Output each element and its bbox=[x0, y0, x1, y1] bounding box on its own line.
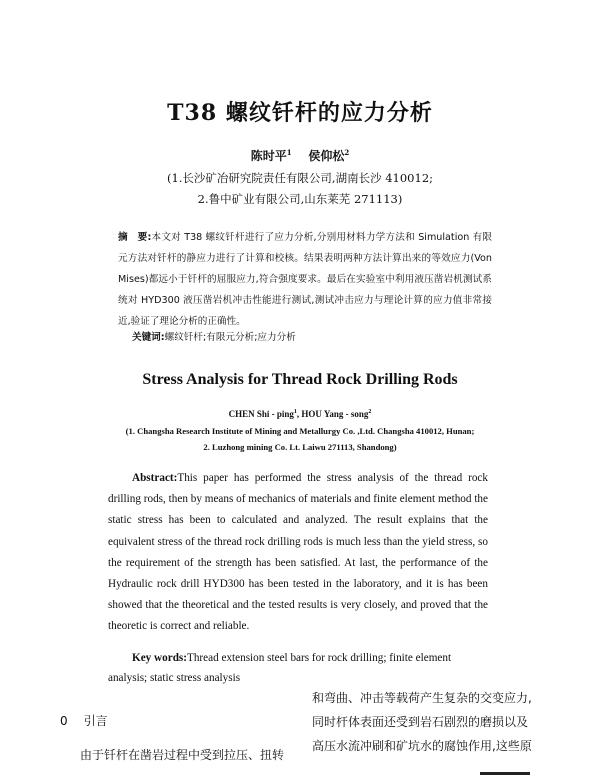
english-author-1: CHEN Shi - ping bbox=[228, 409, 294, 419]
body-left-column-line: 由于钎杆在凿岩过程中受到拉压、扭转 bbox=[80, 748, 285, 762]
english-abstract-label: Abstract: bbox=[132, 472, 178, 484]
section-title: 引言 bbox=[83, 714, 108, 728]
english-keywords-label: Key words: bbox=[132, 652, 187, 664]
author-2-superscript: 2 bbox=[344, 148, 350, 157]
chinese-abstract-label: 摘 要: bbox=[118, 232, 152, 243]
chinese-keywords bbox=[132, 329, 296, 343]
english-keywords bbox=[108, 648, 488, 688]
author-1-superscript: 1 bbox=[286, 148, 292, 157]
section-number: 0 bbox=[60, 714, 68, 728]
chinese-affiliation-1: (1.长沙矿冶研究院责任有限公司,湖南长沙 410012; bbox=[166, 171, 434, 185]
english-authors bbox=[0, 409, 600, 419]
english-keywords-text: Thread extension steel bars for rock drilling; finite element analysis; static stress analysis bbox=[108, 652, 452, 684]
english-author-2: , HOU Yang - song bbox=[296, 409, 369, 419]
english-affiliation-1: (1. Changsha Research Institute of Mining and Metallurgy Co. ,Ltd. Changsha 410012, Hunan; bbox=[125, 426, 475, 436]
body-right-column bbox=[312, 686, 560, 758]
english-title: Stress Analysis for Thread Rock Drilling Rods bbox=[142, 371, 458, 388]
author-2: 侯仰松 bbox=[308, 149, 345, 163]
english-affiliation-2: 2. Luzhong mining Co. Lt. Laiwu 271113, Shandong) bbox=[203, 442, 397, 452]
english-author-1-superscript: 1 bbox=[293, 409, 297, 415]
chinese-title: T38 螺纹钎杆的应力分析 bbox=[167, 100, 433, 126]
chinese-affiliation-2: 2.鲁中矿业有限公司,山东莱芜 271113) bbox=[197, 192, 403, 206]
section-heading-introduction bbox=[60, 712, 108, 729]
chinese-authors bbox=[0, 147, 600, 164]
chinese-keywords-label: 关键词: bbox=[132, 332, 165, 343]
english-abstract bbox=[108, 468, 488, 638]
author-1: 陈时平 bbox=[250, 149, 287, 163]
page-edge-mark bbox=[480, 772, 530, 775]
chinese-abstract-text: 本文对 T38 螺纹钎杆进行了应力分析,分别用材料力学方法和 Simulation 有限元方法对钎杆的静应力进行了计算和校核。结果表明两种方法计算出来的等效应力(Von Mises)都远小于钎杆的屈服应力,符合强度要求。最后在实验室中利用液压凿岩机测试系统对 HYD300 液压凿岩机冲击性能进行测试,测试冲击应力与理论计算的应力值非常接近,验证了理论分析的正确性。 bbox=[118, 232, 492, 327]
body-right-line-3: 高压水流冲刷和矿坑水的腐蚀作用,这些原 bbox=[312, 739, 532, 753]
english-author-2-superscript: 2 bbox=[368, 409, 372, 415]
chinese-keywords-text: 螺纹钎杆;有限元分析;应力分析 bbox=[164, 332, 296, 343]
chinese-abstract bbox=[118, 227, 492, 332]
body-right-line-1: 和弯曲、冲击等载荷产生复杂的交变应力, bbox=[312, 691, 532, 705]
body-right-line-2: 同时杆体表面还受到岩石剧烈的磨损以及 bbox=[312, 715, 529, 729]
english-abstract-text: This paper has performed the stress analysis of the thread rock drilling rods, then by means of mechanics of materials and finite element method the static stress has been to calculated and analyzed. The result explains that the equivalent stress of the thread rock drilling rods is much less than the yield stress, so the requirement of the strength has been satisfied. At last, the performance of the Hydraulic rock drill HYD300 has been tested in the laboratory, and it is has been showed that the theoretical and the tested results is very closely, and proved that the theoretic is correct and reliable. bbox=[108, 472, 488, 633]
